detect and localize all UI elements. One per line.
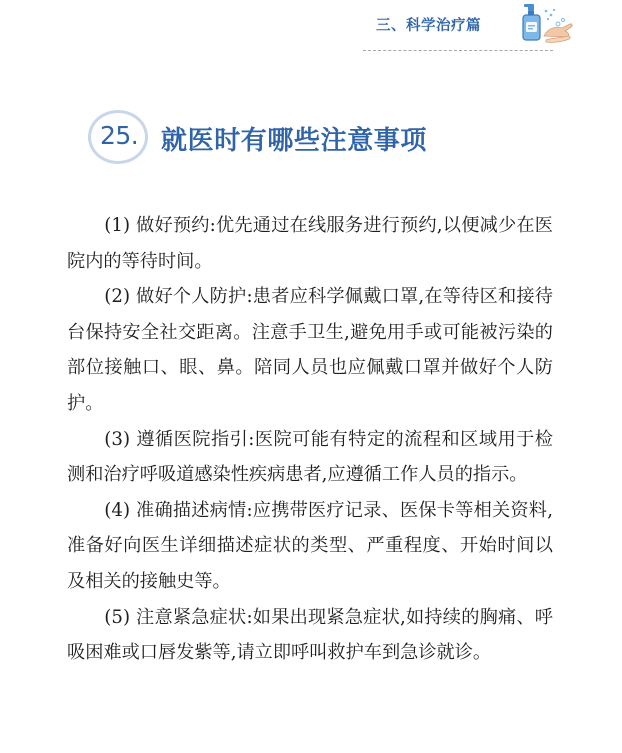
paragraph-hospital-guidance: (3) 遵循医院指引:医院可能有特定的流程和区域用于检测和治疗呼吸道感染性疾病患者,应遵循工作人员的指示。 [67, 428, 553, 486]
answer-body [67, 208, 553, 671]
paragraph-appointment: (1) 做好预约:优先通过在线服务进行预约,以便减少在医院内的等待时间。 [67, 215, 553, 272]
question-title: 就医时有哪些注意事项 [161, 126, 428, 156]
question-number: 25. [100, 121, 139, 150]
hand-sanitizer-icon [518, 2, 574, 44]
paragraph-describe-condition: (4) 准确描述病情:应携带医疗记录、医保卡等相关资料,准备好向医生详细描述症状的类型、严重程度、开始时间以及相关的接触史等。 [67, 499, 553, 592]
paragraph-protection: (2) 做好个人防护:患者应科学佩戴口罩,在等待区和接待台保持安全社交距离。注意手卫生,避免用手或可能被污染的部位接触口、眼、鼻。陪同人员也应佩戴口罩并做好个人防护。 [67, 286, 553, 414]
header-divider [363, 50, 553, 51]
page-header [0, 0, 622, 60]
paragraph-emergency-symptoms: (5) 注意紧急症状:如果出现紧急症状,如持续的胸痛、呼吸困难或口唇发紫等,请立即呼叫救护车到急诊就诊。 [67, 606, 553, 664]
section-title: 三、科学治疗篇 [376, 18, 481, 34]
